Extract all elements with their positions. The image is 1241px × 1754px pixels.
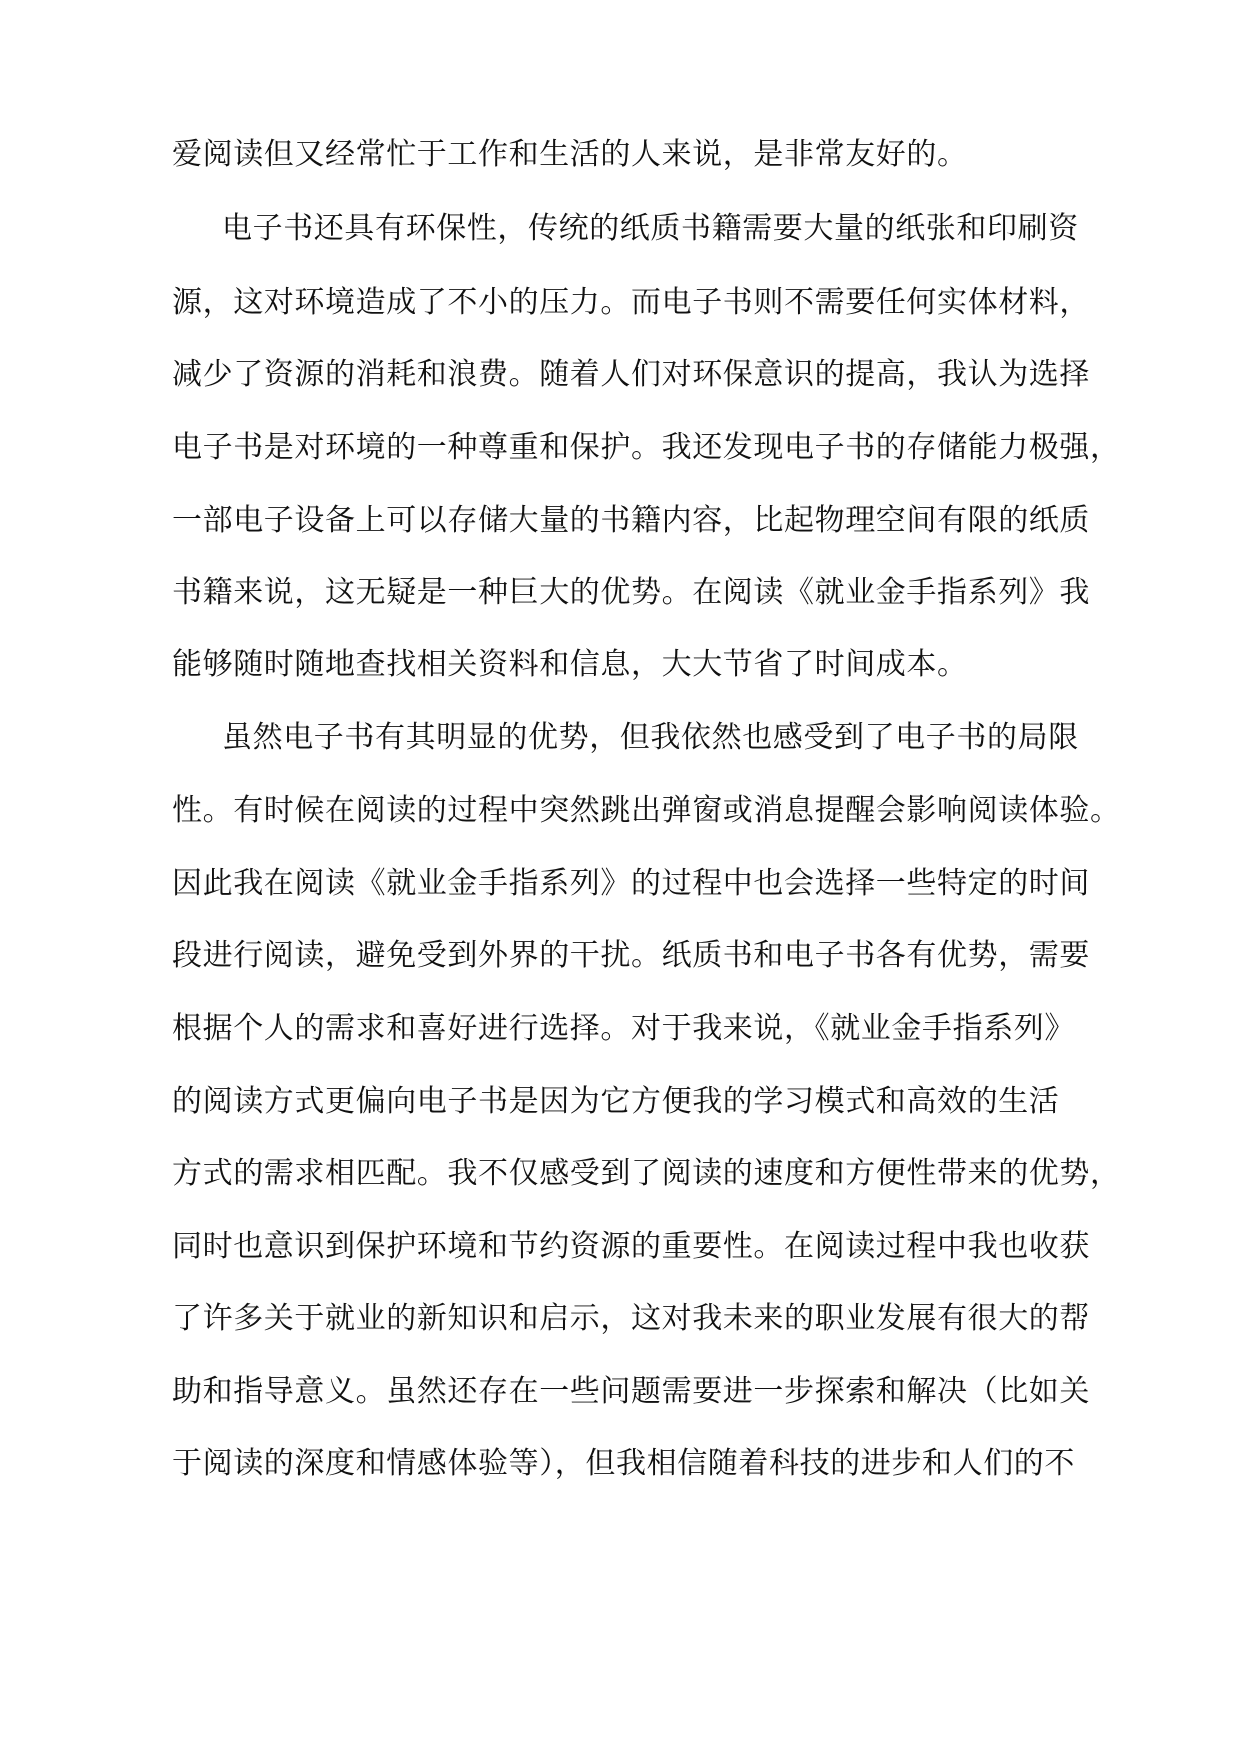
paragraph-3-line-8: 同时也意识到保护环境和节约资源的重要性。在阅读过程中我也收获: [172, 1229, 1090, 1264]
paragraph-3-line-1: 虽然电子书有其明显的优势，但我依然也感受到了电子书的局限: [222, 720, 1079, 755]
paragraph-2-line-4: 电子书是对环境的一种尊重和保护。我还发现电子书的存储能力极强，: [172, 430, 1121, 465]
paragraph-3-line-11: 于阅读的深度和情感体验等），但我相信随着科技的进步和人们的不: [172, 1446, 1075, 1481]
paragraph-2-line-7: 能够随时随地查找相关资料和信息，大大节省了时间成本。: [172, 647, 968, 682]
paragraph-2-line-5: 一部电子设备上可以存储大量的书籍内容，比起物理空间有限的纸质: [172, 503, 1090, 538]
paragraph-2-line-2: 源，这对环境造成了不小的压力。而电子书则不需要任何实体材料，: [172, 285, 1090, 320]
paragraph-3-line-5: 根据个人的需求和喜好进行选择。对于我来说，《就业金手指系列》: [172, 1011, 1075, 1046]
paragraph-3-line-6: 的阅读方式更偏向电子书是因为它方便我的学习模式和高效的生活: [172, 1084, 1060, 1119]
paragraph-3-line-7: 方式的需求相匹配。我不仅感受到了阅读的速度和方便性带来的优势，: [172, 1156, 1121, 1191]
paragraph-3-line-3: 因此我在阅读《就业金手指系列》的过程中也会选择一些特定的时间: [172, 866, 1090, 901]
paragraph-2-line-6: 书籍来说，这无疑是一种巨大的优势。在阅读《就业金手指系列》我: [172, 575, 1090, 610]
paragraph-2-line-3: 减少了资源的消耗和浪费。随着人们对环保意识的提高，我认为选择: [172, 357, 1090, 392]
paragraph-1-line-1: 爱阅读但又经常忙于工作和生活的人来说，是非常友好的。: [172, 137, 968, 172]
paragraph-3-line-10: 助和指导意义。虽然还存在一些问题需要进一步探索和解决（比如关: [172, 1374, 1090, 1409]
paragraph-3-line-2: 性。有时候在阅读的过程中突然跳出弹窗或消息提醒会影响阅读体验。: [172, 793, 1121, 828]
paragraph-2-line-1: 电子书还具有环保性，传统的纸质书籍需要大量的纸张和印刷资: [222, 211, 1079, 246]
paragraph-3-line-4: 段进行阅读，避免受到外界的干扰。纸质书和电子书各有优势，需要: [172, 938, 1090, 973]
paragraph-3-line-9: 了许多关于就业的新知识和启示，这对我未来的职业发展有很大的帮: [172, 1301, 1090, 1336]
